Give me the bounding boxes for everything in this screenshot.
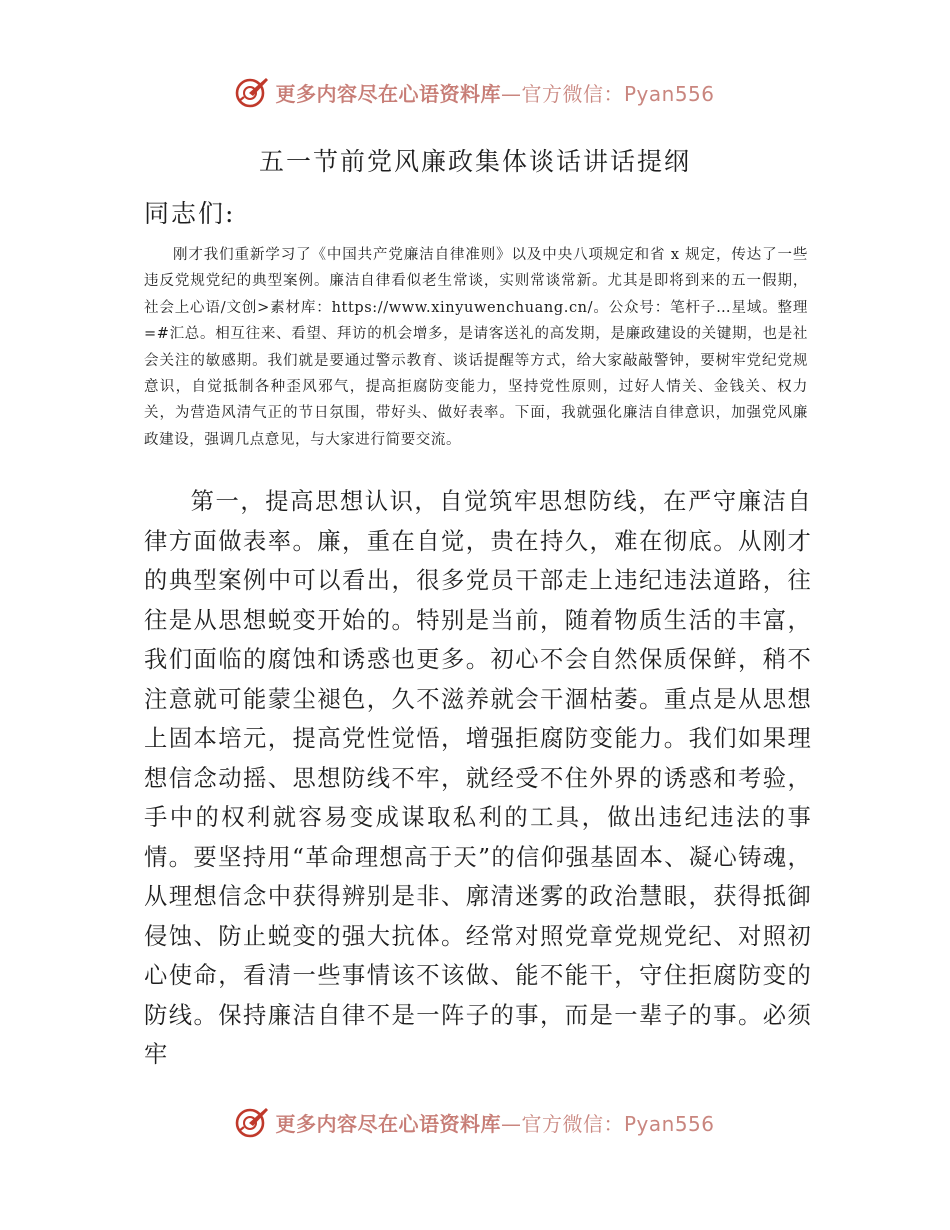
section-1-paragraph: 第一，提高思想认识，自觉筑牢思想防线，在严守廉洁自律方面做表率。廉，重在自觉，贵在持久，难在彻底。从刚才的典型案例中可以看出，很多党员干部走上违纪违法道路，往往是从思想蜕变开始的。特别是当前，随着物质生活的丰富，我们面临的腐蚀和诱惑也更多。初心不会自然保质保鲜，稍不注意就可能蒙尘褪色，久不滋养就会干涸枯萎。重点是从思想上固本培元，提高党性觉悟，增强拒腐防变能力。我们如果理想信念动摇、思想防线不牢，就经受不住外界的诱惑和考验，手中的权利就容易变成谋取私利的工具，做出违纪违法的事情。要坚持用“革命理想高于天”的信仰强基固本、凝心铸魂，从理想信念中获得辨别是非、廓清迷雾的政治慧眼，获得抵御侵蚀、防止蜕变的强大抗体。经常对照党章党规党纪、对照初心使命，看清一些事情该不该做、能不能干，守住拒腐防变的防线。保持廉洁自律不是一阵子的事，而是一辈子的事。必须牢 — [144, 488, 812, 1068]
banner-wechat-label: 官方微信： — [521, 1111, 624, 1136]
banner-separator: — — [500, 81, 522, 106]
salutation: 同志们: — [144, 199, 236, 228]
banner-main-text: 更多内容尽在心语资料库 — [275, 1111, 501, 1136]
banner-separator: — — [500, 1111, 522, 1136]
banner-text — [275, 1108, 714, 1137]
document-title: 五一节前党风廉政集体谈话讲话提纲 — [258, 147, 691, 176]
banner-main-text: 更多内容尽在心语资料库 — [275, 81, 501, 106]
logo-icon — [235, 75, 269, 109]
banner-wechat-label: 官方微信： — [521, 81, 624, 106]
logo-icon — [235, 1105, 269, 1139]
banner-wechat-id: Pyan556 — [623, 81, 715, 106]
banner-text — [275, 78, 714, 107]
footer-banner — [0, 1102, 950, 1142]
header-banner — [0, 72, 950, 112]
intro-paragraph: 刚才我们重新学习了《中国共产党廉洁自律准则》以及中央八项规定和省 x 规定，传达了一些违反党规党纪的典型案例。廉洁自律看似老生常谈，实则常谈常新。尤其是即将到来的五一假期，社会上心语/文创>素材库：https://www.xinyuwenchuang.cn/。公众号：笔杆子…星域。整理=#汇总。相互往来、看望、拜访的机会增多，是请客送礼的高发期，是廉政建设的关键期，也是社会关注的敏感期。我们就是要通过警示教育、谈话提醒等方式，给大家敲敲警钟，要树牢党纪党规意识，自觉抵制各种歪风邪气，提高拒腐防变能力，坚持党性原则，过好人情关、金钱关、权力关，为营造风清气正的节日氛围，带好头、做好表率。下面，我就强化廉洁自律意识，加强党风廉政建设，强调几点意见，与大家进行简要交流。 — [144, 247, 808, 448]
banner-wechat-id: Pyan556 — [623, 1111, 715, 1136]
